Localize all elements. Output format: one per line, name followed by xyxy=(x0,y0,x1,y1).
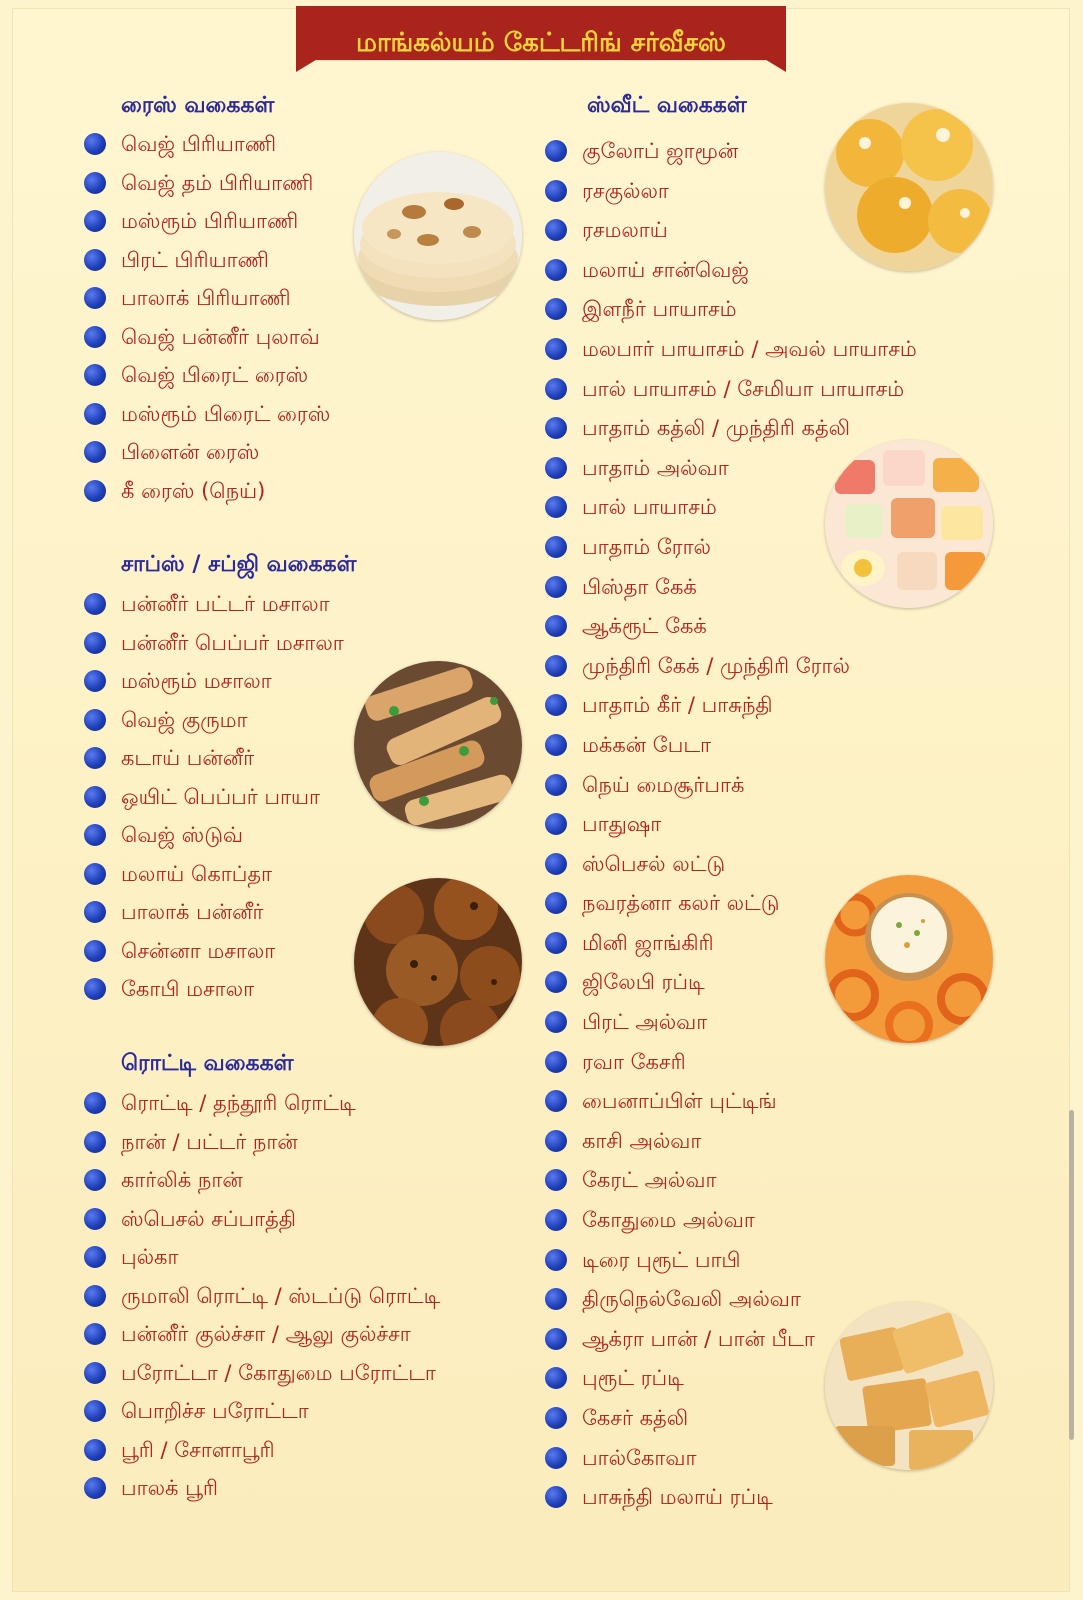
item-label: பிரட் பிரியாணி xyxy=(121,247,269,272)
item-label: பைனாப்பிள் புட்டிங் xyxy=(582,1089,777,1114)
bullet-icon xyxy=(545,971,567,993)
list-item xyxy=(84,1089,504,1128)
item-label: திருநெல்வேலி அல்வா xyxy=(582,1287,801,1312)
section-heading-roti: ரொட்டி வகைகள் xyxy=(121,1050,294,1076)
bullet-icon xyxy=(545,1209,567,1231)
list-item xyxy=(84,783,414,822)
bullet-icon xyxy=(84,1169,106,1191)
roti-list xyxy=(84,1089,504,1513)
list-item xyxy=(84,1359,504,1398)
bullet-icon xyxy=(84,1323,106,1345)
bullet-icon xyxy=(84,287,106,309)
item-label: இளநீர் பாயாசம் xyxy=(582,297,737,322)
bullet-icon xyxy=(84,133,106,155)
list-item xyxy=(84,400,414,439)
bullet-icon xyxy=(545,1447,567,1469)
item-label: மலாய் கொப்தா xyxy=(121,861,273,886)
item-label: பால் பாயாசம் xyxy=(582,495,717,520)
list-item xyxy=(545,375,975,415)
bullet-icon xyxy=(84,403,106,425)
item-label: பாதுஷா xyxy=(582,812,662,837)
item-label: நவரத்னா கலர் லட்டு xyxy=(582,891,780,916)
bullet-icon xyxy=(84,441,106,463)
item-label: பன்னீர் பெப்பர் மசாலா xyxy=(121,630,344,655)
bullet-icon xyxy=(84,249,106,271)
bullet-icon xyxy=(545,1367,567,1389)
list-item xyxy=(84,1128,504,1167)
item-label: பிளைன் ரைஸ் xyxy=(121,440,260,464)
bullet-icon xyxy=(545,219,567,241)
bullet-icon xyxy=(545,496,567,518)
item-label: ருமாலி ரொட்டி / ஸ்டப்டு ரொட்டி xyxy=(121,1283,441,1308)
item-label: ரசகுல்லா xyxy=(582,178,669,203)
bullet-icon xyxy=(84,1362,106,1384)
item-label: மஸ்ரூம் மசாலா xyxy=(121,669,272,693)
item-label: நான் / பட்டர் நான் xyxy=(121,1129,298,1154)
item-label: மஸ்ரூம் பிரியாணி xyxy=(121,209,299,233)
bullet-icon xyxy=(84,1285,106,1307)
vada-photo xyxy=(354,878,522,1046)
item-label: ஒயிட் பெப்பர் பாயா xyxy=(121,784,320,809)
item-label: ஆக்ரா பான் / பான் பீடா xyxy=(582,1326,815,1351)
list-item xyxy=(84,284,414,323)
bullet-icon xyxy=(545,774,567,796)
list-item xyxy=(545,1483,975,1523)
item-label: கார்லிக் நான் xyxy=(121,1168,243,1192)
item-label: கோபி மசாலா xyxy=(121,977,255,1001)
bullet-icon xyxy=(545,1407,567,1429)
list-item xyxy=(84,590,414,629)
item-label: ரொட்டி / தந்தூரி ரொட்டி xyxy=(121,1091,356,1115)
rice-list xyxy=(84,130,414,515)
item-label: குலோப் ஜாமூன் xyxy=(582,139,739,163)
bullet-icon xyxy=(84,1131,106,1153)
bullet-icon xyxy=(545,853,567,875)
list-item xyxy=(84,477,414,516)
bullet-icon xyxy=(545,180,567,202)
bullet-icon xyxy=(84,747,106,769)
bullet-icon xyxy=(84,1439,106,1461)
item-label: கேரட் அல்வா xyxy=(582,1168,717,1193)
bullet-icon xyxy=(545,259,567,281)
item-label: மலாய் சான்வெஜ் xyxy=(582,257,749,282)
list-item xyxy=(84,1436,504,1475)
bullet-icon xyxy=(545,1130,567,1152)
bullet-icon xyxy=(84,786,106,808)
item-label: காசி அல்வா xyxy=(582,1128,702,1153)
item-label: கீ ரைஸ் (நெய்) xyxy=(121,478,266,503)
bullet-icon xyxy=(84,901,106,923)
bullet-icon xyxy=(84,326,106,348)
bullet-icon xyxy=(84,172,106,194)
item-label: புல்கா xyxy=(121,1245,179,1269)
item-label: வெஜ் பன்னீர் புலாவ் xyxy=(121,324,320,349)
bullet-icon xyxy=(545,298,567,320)
list-item xyxy=(84,1320,504,1359)
bullet-icon xyxy=(84,364,106,386)
item-label: நெய் மைசூர்பாக் xyxy=(582,772,745,797)
item-label: பாதாம் கீர் / பாசுந்தி xyxy=(582,693,773,718)
item-label: முந்திரி கேக் / முந்திரி ரோல் xyxy=(582,653,850,678)
item-label: பாதாம் அல்வா xyxy=(582,455,729,480)
item-label: கோதுமை அல்வா xyxy=(582,1208,755,1233)
list-item xyxy=(84,1243,504,1282)
spring-roll-photo xyxy=(354,661,522,829)
item-label: சென்னா மசாலா xyxy=(121,938,276,963)
list-item xyxy=(545,612,975,652)
item-label: பாலாக் பிரியாணி xyxy=(121,286,291,310)
item-label: பிஸ்தா கேக் xyxy=(582,574,697,599)
item-label: பன்னீர் பட்டர் மசாலா xyxy=(121,592,330,616)
bullet-icon xyxy=(84,1400,106,1422)
list-item xyxy=(84,438,414,477)
bullet-icon xyxy=(545,813,567,835)
item-label: பாசுந்தி மலாய் ரப்டி xyxy=(582,1485,773,1510)
jalebi-rabdi-photo xyxy=(825,875,993,1043)
bullet-icon xyxy=(545,1169,567,1191)
bullet-icon xyxy=(84,480,106,502)
list-item xyxy=(84,667,414,706)
parotta-photo xyxy=(354,152,522,320)
bullet-icon xyxy=(84,978,106,1000)
list-item xyxy=(84,1282,504,1321)
list-item xyxy=(545,1246,975,1286)
list-item xyxy=(84,323,414,362)
section-heading-chops: சாப்ஸ் / சப்ஜி வகைகள் xyxy=(121,551,357,577)
bullet-icon xyxy=(545,1288,567,1310)
list-item xyxy=(545,1048,975,1088)
list-item xyxy=(545,335,975,375)
item-label: வெஜ் பிரியாணி xyxy=(121,132,277,156)
section-heading-rice: ரைஸ் வகைகள் xyxy=(121,92,275,118)
laddu-photo xyxy=(825,103,993,271)
list-item xyxy=(545,652,975,692)
list-item xyxy=(545,295,975,335)
bullet-icon xyxy=(84,632,106,654)
list-item xyxy=(84,361,414,400)
item-label: பாதாம் ரோல் xyxy=(582,534,711,559)
item-label: ரசமலாய் xyxy=(582,218,668,243)
item-label: பிரட் அல்வா xyxy=(582,1010,708,1035)
item-label: கேசர் கத்லி xyxy=(582,1406,689,1430)
bullet-icon xyxy=(545,615,567,637)
bullet-icon xyxy=(84,1092,106,1114)
bullet-icon xyxy=(84,1246,106,1268)
bullet-icon xyxy=(84,210,106,232)
bullet-icon xyxy=(545,576,567,598)
bullet-icon xyxy=(84,670,106,692)
bullet-icon xyxy=(545,694,567,716)
item-label: பால்கோவா xyxy=(582,1445,697,1470)
bullet-icon xyxy=(545,140,567,162)
item-label: பால் பாயாசம் / சேமியா பாயாசம் xyxy=(582,376,905,401)
bullet-icon xyxy=(84,593,106,615)
list-item xyxy=(84,130,414,169)
item-label: ரவா கேசரி xyxy=(582,1049,686,1074)
bullet-icon xyxy=(84,709,106,731)
item-label: வெஜ் பிரைட் ரைஸ் xyxy=(121,363,309,387)
list-item xyxy=(84,1474,504,1513)
list-item xyxy=(545,771,975,811)
item-label: பூரி / சோளாபூரி xyxy=(121,1437,275,1462)
bullet-icon xyxy=(84,863,106,885)
item-label: பாலாக் பன்னீர் xyxy=(121,900,264,924)
section-heading-sweets: ஸ்வீட் வகைகள் xyxy=(587,92,747,118)
list-item xyxy=(545,1087,975,1127)
mysorepak-photo xyxy=(825,1302,993,1470)
bullet-icon xyxy=(545,417,567,439)
bullet-icon xyxy=(84,824,106,846)
list-item xyxy=(545,1206,975,1246)
item-label: வெஜ் தம் பிரியாணி xyxy=(121,170,314,195)
list-item xyxy=(84,1166,504,1205)
item-label: கடாய் பன்னீர் xyxy=(121,746,255,770)
bullet-icon xyxy=(84,1208,106,1230)
bullet-icon xyxy=(545,932,567,954)
item-label: பொறிச்ச பரோட்டா xyxy=(121,1399,309,1423)
bullet-icon xyxy=(545,536,567,558)
kaju-sweets-photo xyxy=(825,440,993,608)
item-label: மக்கன் பேடா xyxy=(582,732,712,757)
item-label: மஸ்ரூம் பிரைட் ரைஸ் xyxy=(121,401,331,426)
item-label: டிரை புரூட் பாபி xyxy=(582,1247,741,1272)
item-label: பாதாம் கத்லி / முந்திரி கத்லி xyxy=(582,416,851,441)
list-item xyxy=(84,629,414,668)
bullet-icon xyxy=(545,457,567,479)
item-label: ஸ்பெசல் சப்பாத்தி xyxy=(121,1206,297,1231)
bullet-icon xyxy=(545,338,567,360)
bullet-icon xyxy=(545,1051,567,1073)
item-label: ஸ்பெசல் லட்டு xyxy=(582,851,726,876)
list-item xyxy=(545,1166,975,1206)
bullet-icon xyxy=(84,940,106,962)
bullet-icon xyxy=(545,378,567,400)
bullet-icon xyxy=(545,892,567,914)
item-label: மினி ஜாங்கிரி xyxy=(582,930,714,955)
scrollbar[interactable] xyxy=(1069,1110,1074,1440)
bullet-icon xyxy=(545,734,567,756)
list-item xyxy=(545,1127,975,1167)
item-label: மலபார் பாயாசம் / அவல் பாயாசம் xyxy=(582,336,917,361)
list-item xyxy=(84,1205,504,1244)
bullet-icon xyxy=(545,1328,567,1350)
item-label: பன்னீர் குல்ச்சா / ஆலு குல்ச்சா xyxy=(121,1322,411,1346)
item-label: வெஜ் ஸ்டுவ் xyxy=(121,823,244,847)
bullet-icon xyxy=(84,1477,106,1499)
list-item xyxy=(84,1397,504,1436)
item-label: புரூட் ரப்டி xyxy=(582,1366,684,1391)
bullet-icon xyxy=(545,655,567,677)
item-label: பாலக் பூரி xyxy=(121,1476,219,1500)
item-label: பரோட்டா / கோதுமை பரோட்டா xyxy=(121,1360,436,1385)
list-item xyxy=(545,731,975,771)
item-label: வெஜ் குருமா xyxy=(121,707,248,732)
list-item xyxy=(545,691,975,731)
list-item xyxy=(84,860,414,899)
item-label: ஜிலேபி ரப்டி xyxy=(582,970,705,995)
bullet-icon xyxy=(545,1090,567,1112)
list-item xyxy=(545,810,975,850)
list-item xyxy=(84,821,414,860)
bullet-icon xyxy=(545,1249,567,1271)
bullet-icon xyxy=(545,1486,567,1508)
page-title: மாங்கல்யம் கேட்டரிங் சர்வீசஸ் xyxy=(356,28,726,58)
bullet-icon xyxy=(545,1011,567,1033)
item-label: ஆக்ரூட் கேக் xyxy=(582,614,707,639)
